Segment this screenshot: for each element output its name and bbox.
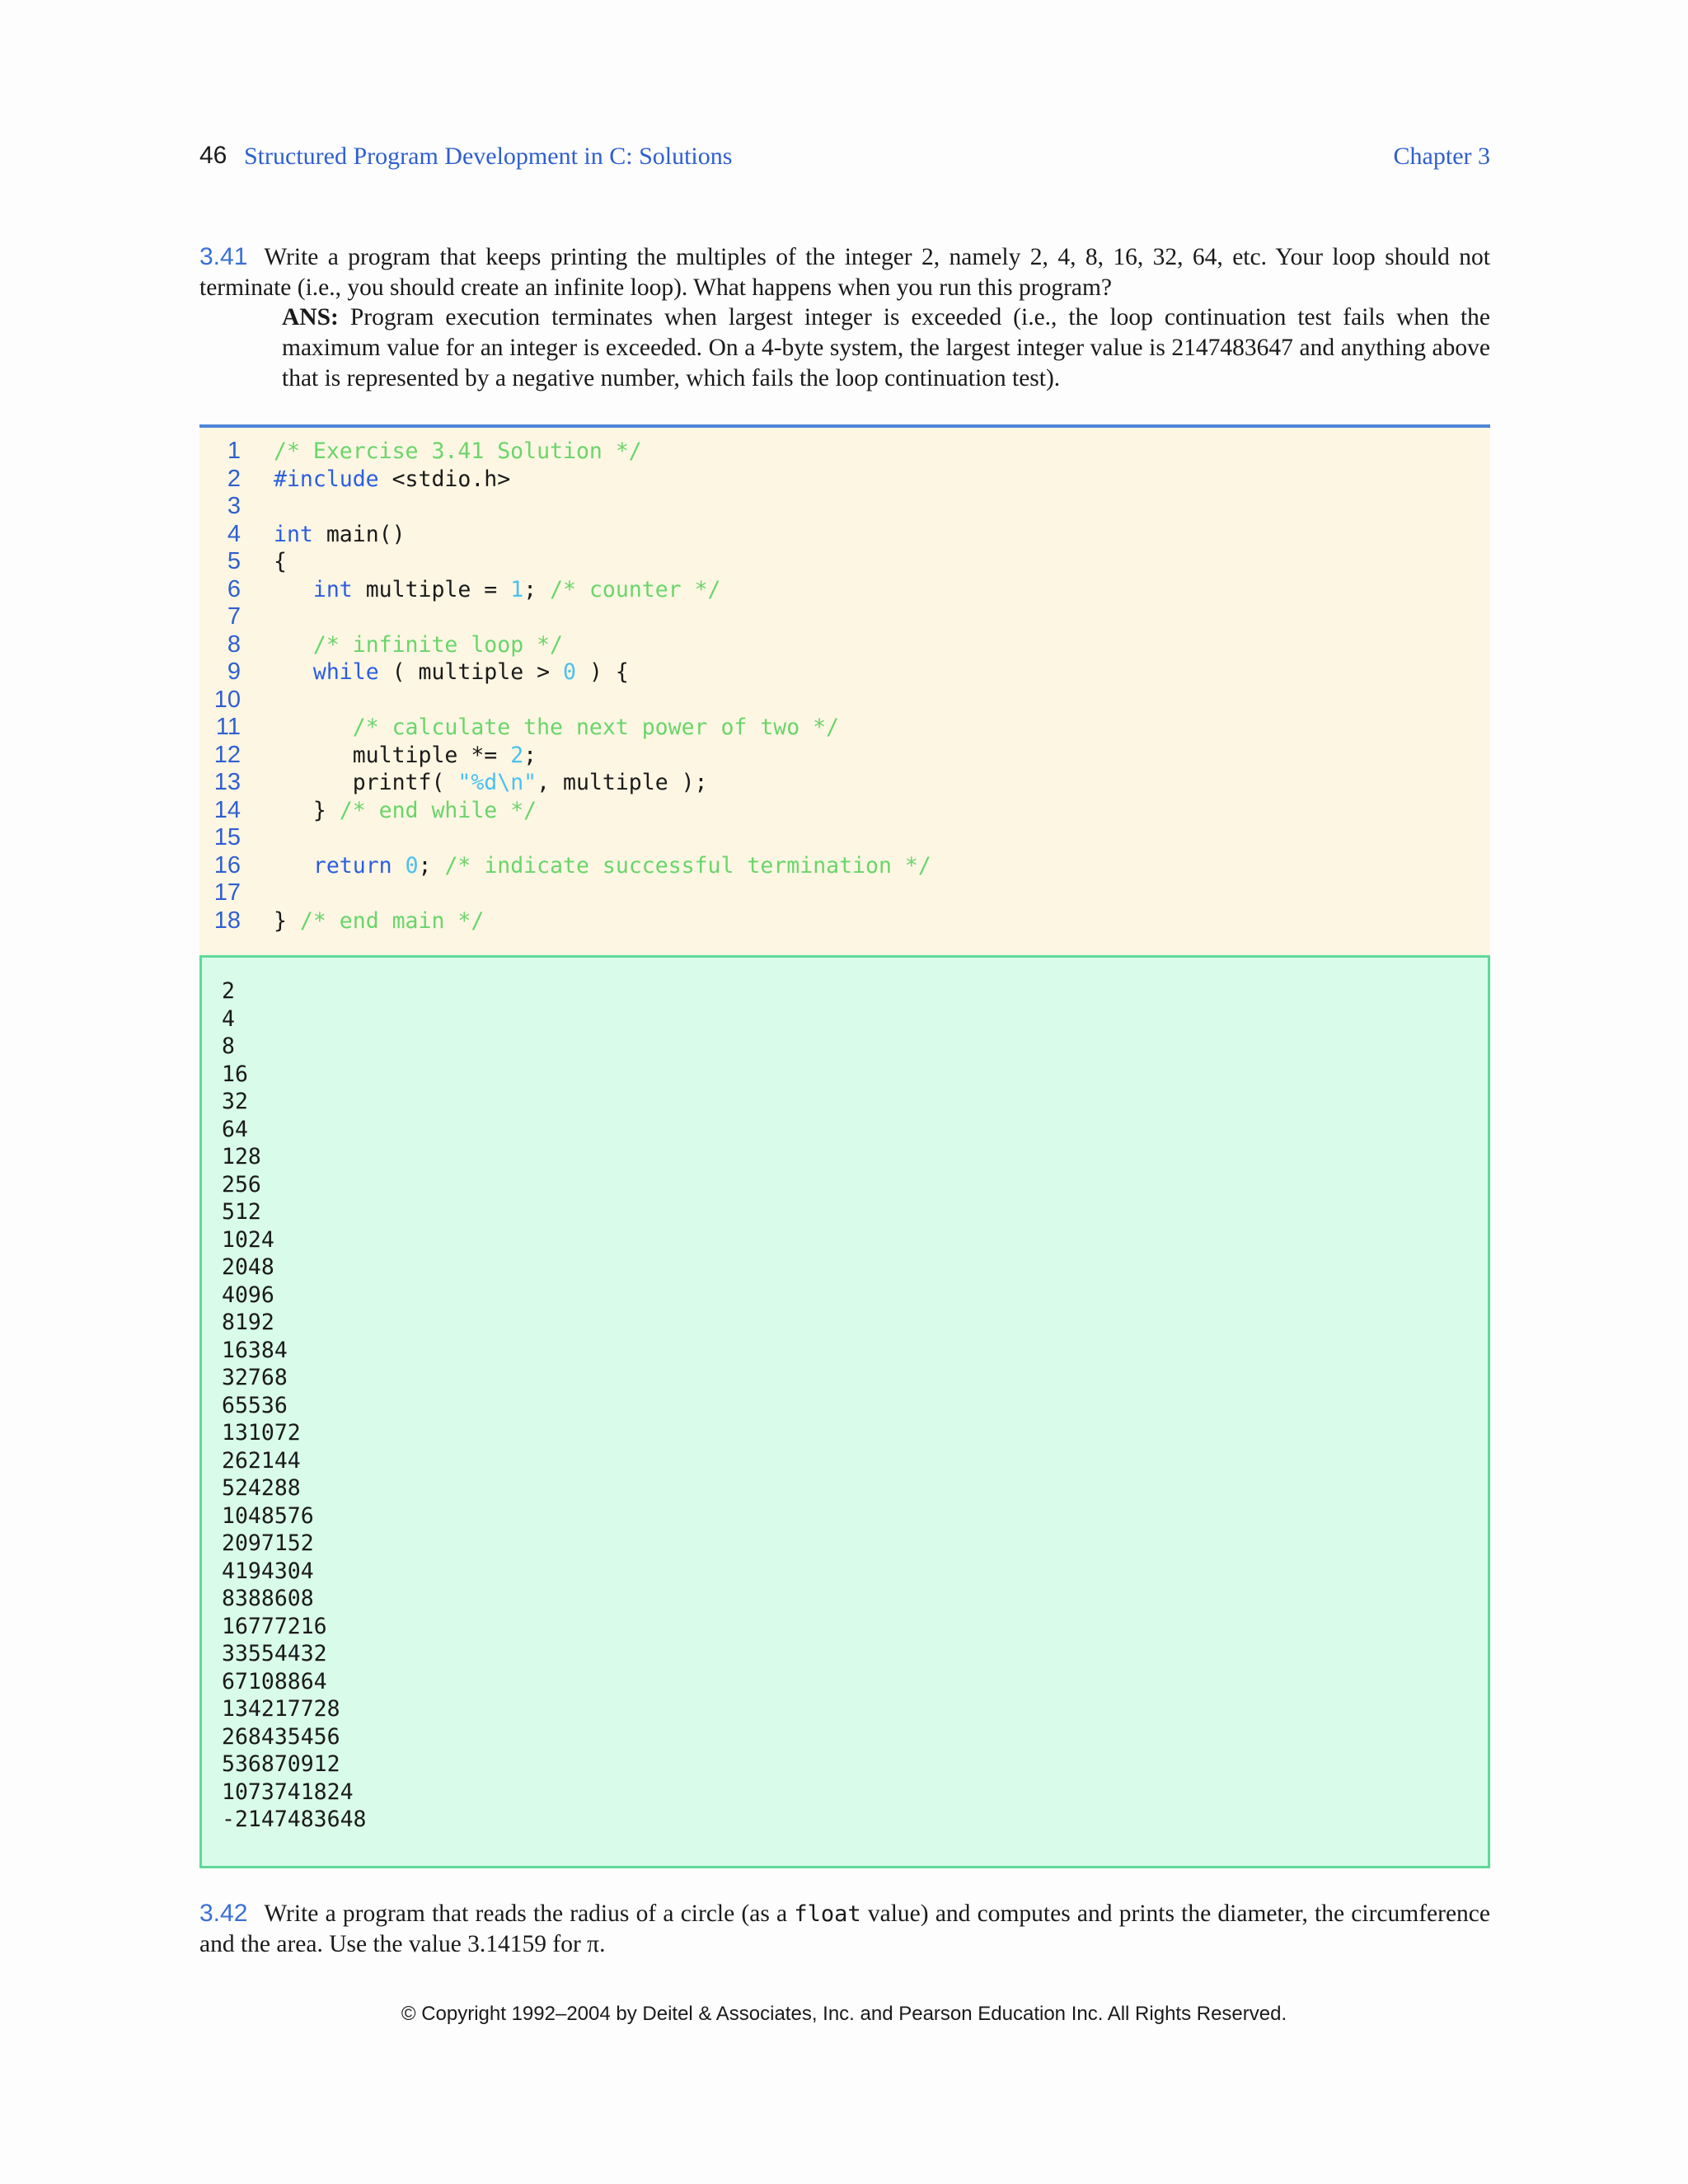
line-number: 11 bbox=[215, 714, 241, 740]
output-line: 32768 bbox=[222, 1365, 288, 1390]
running-title: Structured Program Development in C: Solutions bbox=[244, 143, 733, 170]
output-line: 4096 bbox=[222, 1282, 274, 1308]
code-token: 0 bbox=[563, 659, 576, 685]
code-line bbox=[199, 466, 1490, 494]
code-token: ; bbox=[418, 852, 445, 879]
code-token: return bbox=[312, 852, 392, 879]
code-line bbox=[199, 521, 1490, 549]
line-number: 8 bbox=[227, 630, 241, 658]
code-token: while bbox=[312, 659, 379, 685]
code-token bbox=[274, 715, 353, 740]
question-text: Write a program that keeps printing the multiples of the integer 2, namely 2, 4, 8, 16, 32, 64, etc. Your loop should not terminate (i.e., you should create an infinite loop). What happens when you run this program? bbox=[199, 244, 1490, 301]
output-line: 512 bbox=[222, 1199, 261, 1225]
code-line bbox=[199, 879, 1490, 907]
line-number: 7 bbox=[227, 603, 241, 630]
exercise-3-41-answer bbox=[282, 302, 1490, 394]
code-token: /* Exercise 3.41 Solution */ bbox=[274, 438, 642, 464]
code-line bbox=[199, 769, 1490, 797]
code-token: multiple *= bbox=[274, 742, 511, 768]
output-line: 268435456 bbox=[222, 1723, 340, 1750]
code-token: ; bbox=[523, 742, 537, 768]
code-text bbox=[274, 466, 510, 494]
output-line: 4194304 bbox=[222, 1558, 314, 1584]
code-line bbox=[199, 797, 1490, 825]
code-text bbox=[274, 438, 642, 466]
output-line: 2097152 bbox=[222, 1530, 314, 1556]
code-token: /* end while */ bbox=[339, 797, 537, 823]
output-line: 256 bbox=[222, 1171, 261, 1197]
copyright-footer: © Copyright 1992–2004 by Deitel & Associates, Inc. and Pearson Education Inc. All Rights Reserved. bbox=[401, 2003, 1287, 2025]
line-number: 3 bbox=[227, 493, 241, 519]
line-number: 1 bbox=[227, 438, 241, 464]
line-number: 14 bbox=[213, 796, 241, 823]
code-token: } bbox=[274, 907, 300, 934]
exercise-number: 3.41 bbox=[199, 243, 248, 270]
exercise-3-42-question bbox=[199, 1898, 1490, 1960]
code-line bbox=[199, 852, 1490, 880]
output-line: 2 bbox=[222, 978, 235, 1004]
code-line bbox=[199, 714, 1490, 742]
inline-code-float: float bbox=[794, 1901, 861, 1927]
exercise-3-41-question bbox=[199, 241, 1490, 303]
code-listing bbox=[199, 424, 1490, 955]
code-line bbox=[199, 438, 1490, 466]
output-line: 16384 bbox=[222, 1337, 288, 1363]
code-token: ; bbox=[523, 576, 551, 602]
output-line: 8 bbox=[222, 1033, 235, 1059]
output-line: 131072 bbox=[222, 1420, 301, 1446]
code-text bbox=[274, 631, 563, 659]
code-text bbox=[274, 742, 537, 770]
output-line: 2048 bbox=[222, 1254, 274, 1280]
answer-text: Program execution terminates when largest integer is exceeded (i.e., the loop continuation test fails when the maximum value for an integer is exceeded. On a 4-byte system, the largest integer value is 2147483647 and anything above that is represented by a negative number, which fails the loop continuation test). bbox=[282, 304, 1490, 391]
output-line: 262144 bbox=[222, 1447, 301, 1474]
code-token: multiple = bbox=[352, 576, 511, 602]
code-line bbox=[199, 742, 1490, 770]
code-token: ) { bbox=[576, 659, 629, 685]
exercise-number: 3.42 bbox=[199, 1900, 248, 1927]
code-token bbox=[274, 853, 313, 879]
code-token: printf( bbox=[274, 770, 458, 795]
code-line bbox=[199, 907, 1490, 935]
line-number: 2 bbox=[227, 465, 241, 492]
program-output bbox=[199, 955, 1490, 1868]
output-line: 8388608 bbox=[222, 1586, 314, 1611]
output-line: 33554432 bbox=[222, 1641, 327, 1666]
code-line bbox=[199, 631, 1490, 659]
code-line bbox=[199, 493, 1490, 521]
code-token: 0 bbox=[405, 852, 419, 879]
question-text-after: value) and computes and prints the diameter, the circumference and the area. Use the value 3.14159 for π. bbox=[199, 1900, 1490, 1957]
line-number: 18 bbox=[213, 907, 241, 934]
output-line: -2147483648 bbox=[222, 1807, 367, 1832]
output-line: 4 bbox=[222, 1005, 235, 1032]
code-text bbox=[274, 907, 484, 935]
output-line: 65536 bbox=[222, 1392, 288, 1418]
output-line: 1048576 bbox=[222, 1502, 314, 1529]
line-number: 16 bbox=[213, 851, 241, 879]
code-token bbox=[274, 659, 313, 685]
line-number: 4 bbox=[227, 520, 241, 547]
line-number: 6 bbox=[227, 575, 241, 602]
line-number: 9 bbox=[227, 658, 241, 685]
code-line bbox=[199, 603, 1490, 631]
output-line: 536870912 bbox=[222, 1751, 340, 1777]
code-token: , multiple ); bbox=[537, 770, 708, 795]
code-token: } bbox=[274, 797, 340, 823]
code-text bbox=[274, 852, 931, 880]
line-number: 17 bbox=[213, 879, 241, 906]
code-token: 1 bbox=[510, 576, 524, 602]
chapter-label: Chapter 3 bbox=[1393, 143, 1490, 170]
output-line: 16777216 bbox=[222, 1613, 327, 1639]
line-number: 13 bbox=[213, 769, 241, 795]
output-line: 524288 bbox=[222, 1475, 301, 1501]
question-text-before: Write a program that reads the radius of a circle (as a bbox=[264, 1900, 795, 1927]
code-token bbox=[274, 577, 313, 602]
code-line bbox=[199, 687, 1490, 715]
code-token: /* indicate successful termination */ bbox=[444, 852, 931, 879]
output-line: 16 bbox=[222, 1061, 248, 1087]
code-text bbox=[274, 548, 287, 576]
code-token: #include bbox=[274, 466, 379, 492]
code-text bbox=[274, 576, 721, 604]
code-token: "%d\n" bbox=[457, 770, 537, 795]
line-number: 15 bbox=[213, 824, 241, 851]
page-number: 46 bbox=[199, 142, 227, 169]
code-token: { bbox=[274, 549, 287, 574]
code-text bbox=[274, 769, 708, 797]
code-token: int bbox=[274, 521, 313, 547]
answer-label: ANS: bbox=[282, 304, 339, 330]
output-line: 128 bbox=[222, 1144, 261, 1169]
output-line: 32 bbox=[222, 1089, 248, 1114]
output-line: 67108864 bbox=[222, 1668, 327, 1694]
output-line: 8192 bbox=[222, 1310, 274, 1335]
code-line bbox=[199, 576, 1490, 604]
line-number: 10 bbox=[213, 686, 241, 713]
code-token: <stdio.h> bbox=[378, 466, 511, 492]
output-line: 134217728 bbox=[222, 1696, 340, 1722]
code-token bbox=[274, 632, 313, 658]
page-header bbox=[199, 142, 1490, 175]
code-token: int bbox=[312, 576, 353, 602]
output-line: 1024 bbox=[222, 1226, 274, 1253]
code-text bbox=[274, 658, 629, 687]
code-token: main() bbox=[312, 521, 406, 547]
code-token: /* end main */ bbox=[299, 907, 485, 934]
code-line bbox=[199, 824, 1490, 852]
code-line bbox=[199, 658, 1490, 687]
output-line: 64 bbox=[222, 1116, 248, 1142]
code-text bbox=[274, 521, 406, 549]
code-token: /* calculate the next power of two */ bbox=[352, 715, 840, 740]
line-number: 5 bbox=[227, 548, 241, 574]
output-line: 1073741824 bbox=[222, 1779, 354, 1805]
code-token: /* infinite loop */ bbox=[312, 631, 564, 658]
code-token: /* counter */ bbox=[550, 576, 721, 602]
code-line bbox=[199, 548, 1490, 576]
code-token: 2 bbox=[510, 742, 524, 768]
code-text bbox=[274, 797, 537, 825]
code-token: ( multiple > bbox=[378, 659, 564, 685]
code-text bbox=[274, 714, 839, 742]
line-number: 12 bbox=[213, 741, 241, 768]
code-token bbox=[392, 853, 406, 879]
